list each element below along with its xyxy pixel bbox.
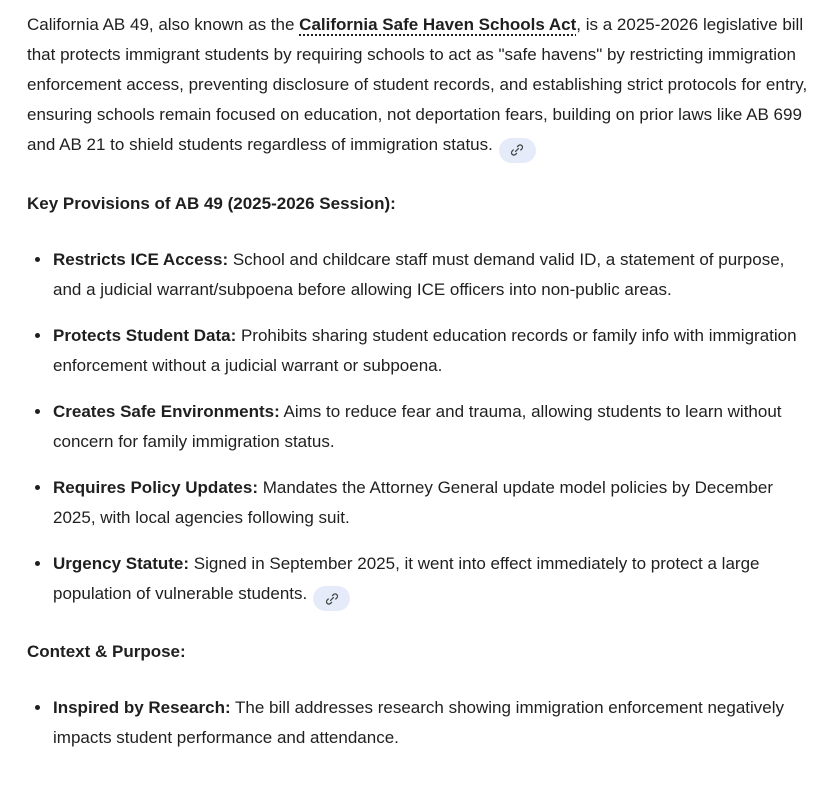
- bullet-lead: Inspired by Research:: [53, 698, 231, 717]
- citation-chip[interactable]: [499, 138, 536, 163]
- intro-post-text: , is a 2025-2026 legislative bill that protects immigrant students by requiring schools to act as "safe havens" by restricting immigration enforcement access, preventing disclosure of student records, and establishing strict protocols for entry, ensuring schools remain focused on education, not deportation fears, building on prior laws like AB 699 and AB 21 to shield students regardless of immigration status.: [27, 15, 808, 154]
- bullet-text: Mandates the Attorney General update model policies by December 2025, with local agencies following suit.: [53, 477, 774, 527]
- bullet-text: Signed in September 2025, it went into effect immediately to protect a large population of vulnerable students.: [53, 553, 760, 603]
- list-item-creates-safe-environments: [27, 397, 813, 457]
- list-item-restricts-ice-access: [27, 245, 813, 305]
- bullet-marker: [35, 333, 40, 338]
- bullet-text: Aims to reduce fear and trauma, allowing students to learn without concern for family immigration status.: [53, 401, 782, 451]
- bullet-lead: Protects Student Data:: [53, 325, 237, 345]
- section-heading-context-purpose: Context & Purpose:: [27, 642, 186, 661]
- bullet-lead: Urgency Statute:: [53, 553, 190, 573]
- list-item-requires-policy-updates: [27, 473, 813, 533]
- bullet-lead: Requires Policy Updates:: [53, 477, 259, 497]
- list-item-protects-student-data: [27, 321, 813, 381]
- context-purpose-list: [27, 693, 813, 753]
- safe-haven-act-link[interactable]: California Safe Haven Schools Act: [299, 15, 577, 34]
- bullet-marker: [35, 485, 40, 490]
- bullet-text: School and childcare staff must demand valid ID, a statement of purpose, and a judicial warrant/subpoena before allowing ICE officers into non-public areas.: [53, 249, 785, 299]
- list-item-urgency-statute: [27, 549, 813, 612]
- bullet-lead: Restricts ICE Access:: [53, 249, 229, 269]
- link-icon: [325, 592, 339, 606]
- intro-paragraph: [27, 10, 813, 163]
- bullet-marker: [35, 705, 40, 710]
- link-icon: [510, 143, 524, 157]
- bullet-marker: [35, 257, 40, 262]
- section-heading-key-provisions: Key Provisions of AB 49 (2025-2026 Session):: [27, 193, 396, 213]
- bullet-lead: Creates Safe Environments:: [53, 401, 280, 421]
- response-body: [27, 10, 813, 753]
- key-provisions-list: [27, 245, 813, 612]
- bullet-marker: [35, 561, 40, 566]
- list-item-inspired-by-research: [27, 693, 813, 753]
- bullet-marker: [35, 409, 40, 414]
- bullet-text: Prohibits sharing student education records or family info with immigration enforcement without a judicial warrant or subpoena.: [53, 325, 797, 375]
- intro-pre-text: California AB 49, also known as the: [27, 15, 300, 34]
- bullet-text: The bill addresses research showing immigration enforcement negatively impacts student performance and attendance.: [53, 698, 785, 747]
- citation-chip[interactable]: [313, 586, 350, 611]
